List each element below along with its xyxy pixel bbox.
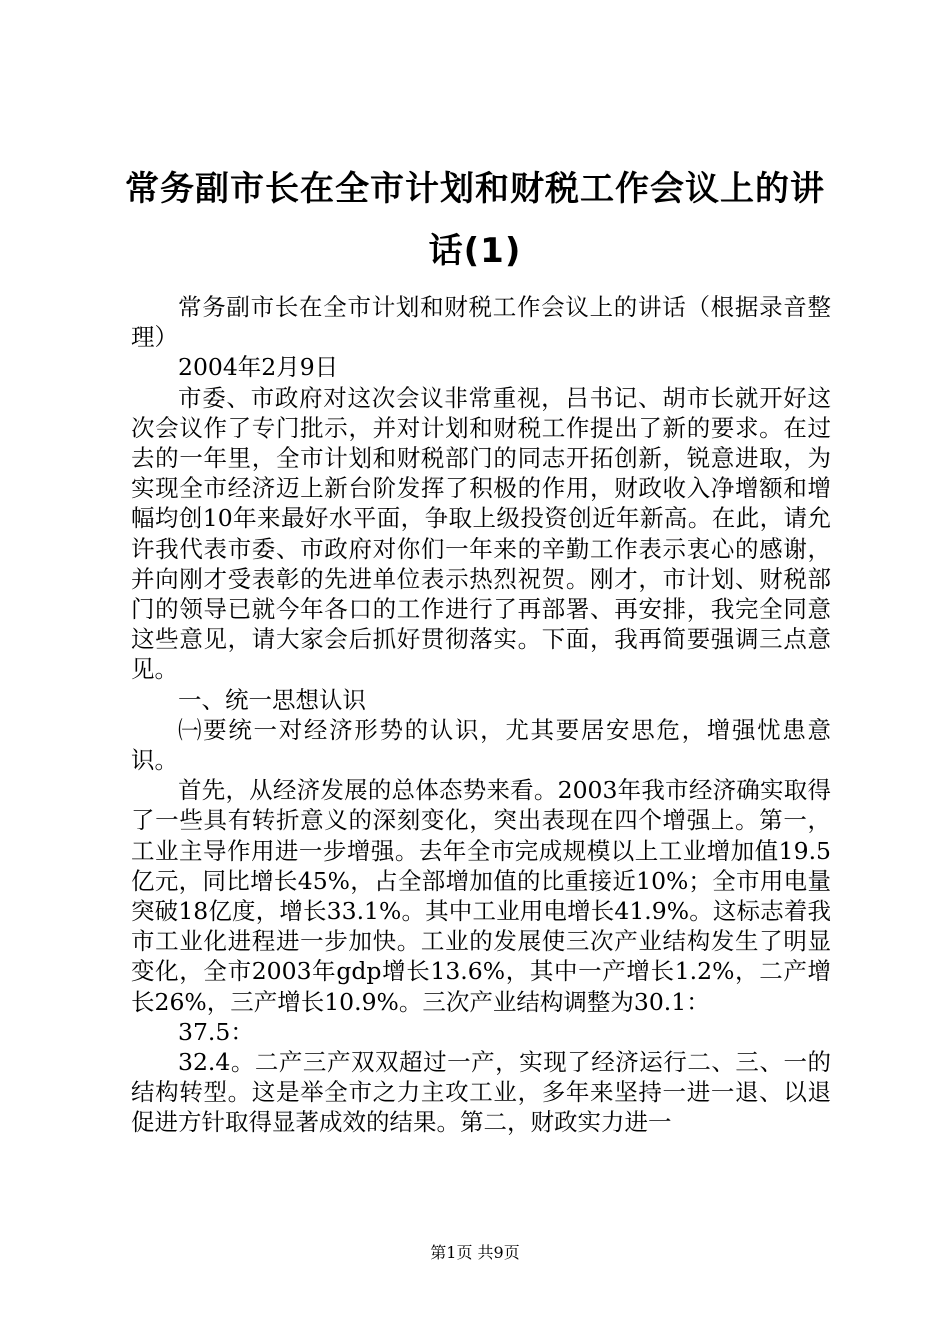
paragraph-ratio: 37.5：: [178, 1017, 254, 1046]
page-footer: 第1页 共9页: [430, 1243, 520, 1262]
paragraph-subtitle: 常务副市长在全市计划和财税工作会议上的讲话（根据录音整理）: [131, 293, 831, 352]
subsection-heading: ㈠要统一对经济形势的认识，尤其要居安思危，增强忧患意识。: [131, 715, 831, 775]
paragraph-intro: 市委、市政府对这次会议非常重视，吕书记、胡市长就开好这次会议作了专门批示，并对计划和财税工作提出了新的要求。在过去的一年里，全市计划和财税部门的同志开拓创新，锐意进取，为实现全市经济迈上新台阶发挥了积极的作用，财政收入净增额和增幅均创10年来最好水平面，争取上级投资创近年新高。在此，请允许我代表市委、市政府对你们一年来的辛勤工作表示衷心的感谢，并向刚才受表彰的先进单位表示热烈祝贺。刚才，市计划、财税部门的领导已就今年各口的工作进行了再部署、再安排，我完全同意这些意见，请大家会后抓好贯彻落实。下面，我再简要强调三点意见。: [131, 383, 831, 684]
document-body: [131, 292, 831, 1138]
paragraph-economy: 首先，从经济发展的总体态势来看。2003年我市经济确实取得了一些具有转折意义的深刻变化，突出表现在四个增强上。第一，工业主导作用进一步增强。去年全市完成规模以上工业增加值19.5亿元，同比增长45%，占全部增加值的比重接近10%；全市用电量突破18亿度，增长33.1%。其中工业用电增长41.9%。这标志着我市工业化进程进一步加快。工业的发展使三次产业结构发生了明显变化，全市2003年gdp增长13.6%，其中一产增长1.2%，二产增长26%，三产增长10.9%。三次产业结构调整为30.1：: [131, 776, 831, 1016]
paragraph-date: 2004年2月9日: [178, 353, 339, 382]
section-heading: 一、统一思想认识: [178, 685, 366, 714]
paragraph-structure: 32.4。二产三产双双超过一产，实现了经济运行二、三、一的结构转型。这是举全市之力主攻工业，多年来坚持一进一退、以退促进方针取得显著成效的结果。第二，财政实力进一: [131, 1048, 831, 1137]
document-title: 常务副市长在全市计划和财税工作会议上的讲话(1): [125, 169, 825, 271]
